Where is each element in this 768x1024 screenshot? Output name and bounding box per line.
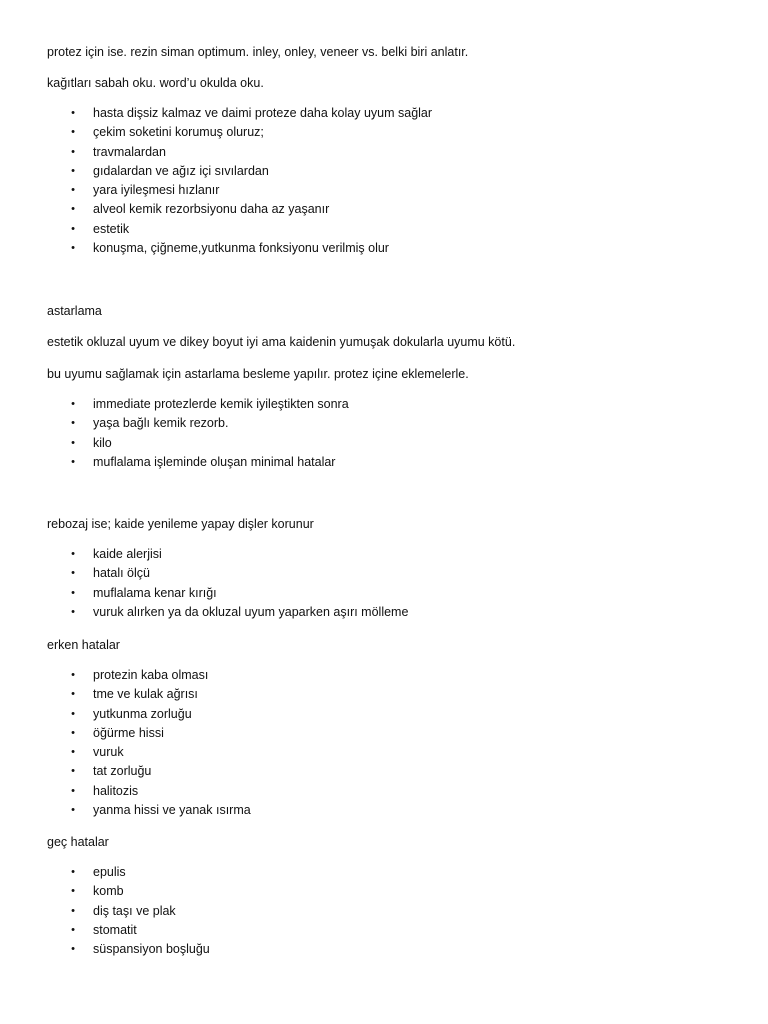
- list-item-text: protezin kaba olması: [93, 668, 209, 682]
- astarlama-paragraph-2: bu uyumu sağlamak için astarlama besleme yapılır. protez içine eklemelerle.: [47, 367, 469, 381]
- list-item: [0, 239, 432, 258]
- list-item-text: vuruk alırken ya da okluzal uyum yaparken aşırı mölleme: [93, 604, 409, 619]
- bullet-icon: •: [71, 417, 75, 430]
- bullet-icon: •: [71, 126, 75, 139]
- list-item-text: komb: [93, 884, 124, 899]
- gec-hatalar-list: [0, 863, 210, 959]
- bullet-icon: •: [71, 904, 75, 917]
- list-item: [0, 921, 210, 940]
- rebozaj-reasons-list: [0, 545, 408, 622]
- list-item-text: yutkunma zorluğu: [93, 706, 192, 721]
- astarlama-paragraph-1: estetik okluzal uyum ve dikey boyut iyi ama kaidenin yumuşak dokularla uyumu kötü.: [47, 335, 516, 349]
- list-item: [0, 453, 349, 472]
- bullet-icon: •: [71, 222, 75, 235]
- section-heading-astarlama: astarlama: [47, 304, 102, 318]
- list-item-text: hatalı ölçü: [93, 566, 150, 581]
- list-item-text: immediate protezlerde kemik iyileştikten sonra: [93, 397, 349, 411]
- list-item-text: travmalardan: [93, 144, 166, 159]
- list-item: [0, 434, 349, 453]
- list-item-text: öğürme hissi: [93, 725, 164, 740]
- list-item: [0, 414, 349, 433]
- list-item: [0, 564, 408, 583]
- list-item-text: hasta dişsiz kalmaz ve daimi proteze daha kolay uyum sağlar: [93, 106, 433, 120]
- list-item-text: vuruk: [93, 745, 124, 760]
- bullet-icon: •: [71, 107, 75, 119]
- bullet-icon: •: [71, 746, 75, 759]
- list-item-text: kilo: [93, 435, 112, 450]
- list-item: [0, 940, 210, 959]
- list-item: [0, 220, 432, 239]
- bullet-icon: •: [71, 398, 75, 410]
- bullet-icon: •: [71, 804, 75, 817]
- astarlama-reasons-list: [0, 395, 349, 472]
- list-item-text: tat zorluğu: [93, 764, 152, 779]
- list-item-text: yaşa bağlı kemik rezorb.: [93, 416, 229, 431]
- list-item: [0, 762, 251, 781]
- list-item: [0, 395, 349, 414]
- list-item-text: yara iyileşmesi hızlanır: [93, 183, 220, 198]
- bullet-icon: •: [71, 242, 75, 255]
- section-heading-gec-hatalar: geç hatalar: [47, 835, 109, 849]
- list-item: [0, 123, 432, 142]
- bullet-icon: •: [71, 605, 75, 618]
- list-item: [0, 545, 408, 564]
- list-item-text: kaide alerjisi: [93, 547, 162, 561]
- intro-line-2: kağıtları sabah oku. word’u okulda oku.: [47, 76, 264, 90]
- list-item-text: tme ve kulak ağrısı: [93, 687, 198, 702]
- list-item-text: konuşma, çiğneme,yutkunma fonksiyonu verilmiş olur: [93, 241, 389, 256]
- bullet-icon: •: [71, 203, 75, 216]
- bullet-icon: •: [71, 726, 75, 739]
- list-item: [0, 705, 251, 724]
- list-item: [0, 603, 408, 622]
- bullet-icon: •: [71, 885, 75, 898]
- list-item: [0, 181, 432, 200]
- list-item: [0, 863, 210, 882]
- list-item-text: çekim soketini korumuş oluruz;: [93, 125, 264, 140]
- list-item: [0, 782, 251, 801]
- section-heading-erken-hatalar: erken hatalar: [47, 638, 120, 652]
- list-item: [0, 685, 251, 704]
- list-item-text: yanma hissi ve yanak ısırma: [93, 803, 251, 818]
- list-item: [0, 724, 251, 743]
- bullet-icon: •: [71, 707, 75, 720]
- list-item: [0, 584, 408, 603]
- list-item-text: diş taşı ve plak: [93, 903, 176, 918]
- section-heading-rebozaj: rebozaj ise; kaide yenileme yapay dişler korunur: [47, 517, 314, 531]
- bullet-icon: •: [71, 548, 75, 560]
- list-item: [0, 200, 432, 219]
- list-item: [0, 143, 432, 162]
- list-item: [0, 104, 432, 123]
- bullet-icon: •: [71, 586, 75, 599]
- list-item-text: süspansiyon boşluğu: [93, 942, 210, 957]
- bullet-icon: •: [71, 669, 75, 681]
- list-item-text: estetik: [93, 221, 130, 236]
- list-item: [0, 902, 210, 921]
- bullet-icon: •: [71, 688, 75, 701]
- list-item: [0, 162, 432, 181]
- list-item: [0, 743, 251, 762]
- bullet-icon: •: [71, 455, 75, 468]
- list-item-text: stomatit: [93, 922, 137, 937]
- list-item: [0, 666, 251, 685]
- list-item: [0, 801, 251, 820]
- list-item-text: gıdalardan ve ağız içi sıvılardan: [93, 163, 269, 178]
- list-item-text: halitozis: [93, 783, 139, 798]
- bullet-icon: •: [71, 567, 75, 580]
- bullet-icon: •: [71, 923, 75, 936]
- intro-line-1: protez için ise. rezin siman optimum. inley, onley, veneer vs. belki biri anlatır.: [47, 45, 469, 59]
- bullet-icon: •: [71, 164, 75, 177]
- benefits-list: [0, 104, 432, 258]
- list-item: [0, 882, 210, 901]
- list-item-text: muflalama işleminde oluşan minimal hatalar: [93, 454, 336, 469]
- bullet-icon: •: [71, 784, 75, 797]
- list-item-text: muflalama kenar kırığı: [93, 585, 217, 600]
- list-item-text: alveol kemik rezorbsiyonu daha az yaşanır: [93, 202, 330, 217]
- bullet-icon: •: [71, 436, 75, 449]
- bullet-icon: •: [71, 765, 75, 778]
- erken-hatalar-list: [0, 666, 251, 820]
- bullet-icon: •: [71, 145, 75, 158]
- bullet-icon: •: [71, 184, 75, 197]
- bullet-icon: •: [71, 943, 75, 956]
- list-item-text: epulis: [93, 865, 126, 879]
- bullet-icon: •: [71, 866, 75, 878]
